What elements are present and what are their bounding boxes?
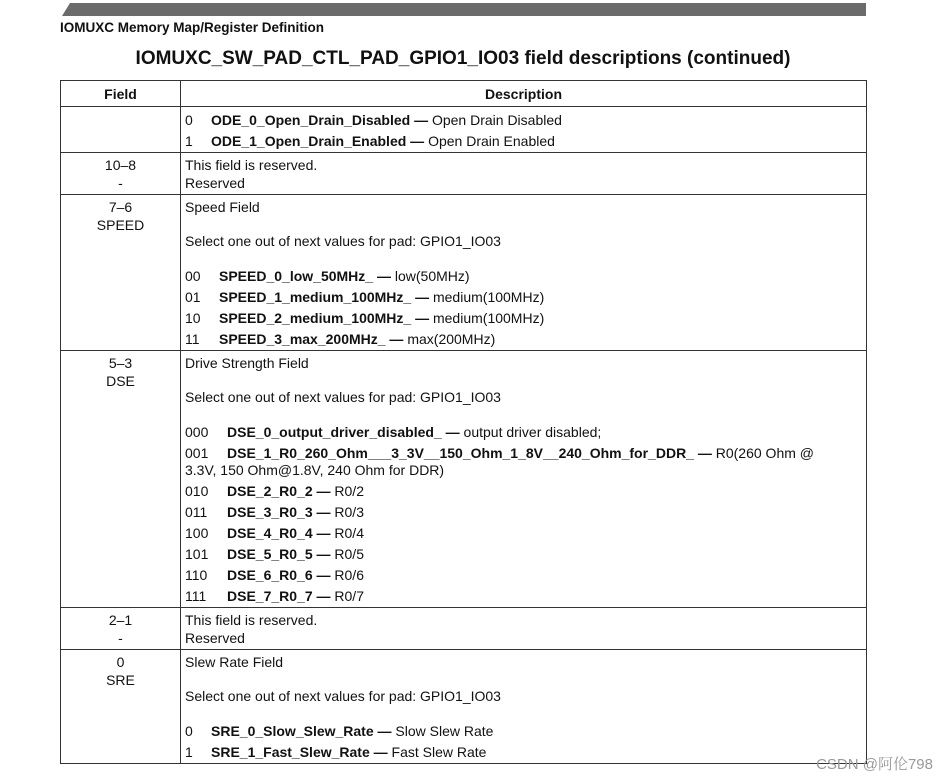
field-text: 0 [116,654,125,670]
option-desc: max(200MHz) [407,331,496,347]
option-code: 000 [185,424,209,440]
description-text: Speed Field [185,199,260,215]
description-cell [181,608,867,650]
value-option [185,131,866,152]
option-desc: Fast Slew Rate [391,744,487,760]
dash: — [693,445,716,461]
header-bar [62,3,866,16]
dash: — [410,112,432,128]
option-name: DSE_5_R0_5 [227,546,313,562]
field-text: SPEED [96,217,145,233]
field-descriptions-table [60,80,867,764]
table-row [61,351,867,608]
value-option [185,329,866,350]
dash: — [369,744,392,760]
value-option [185,721,866,742]
option-code: 1 [185,133,193,149]
option-code: 11 [185,331,200,347]
option-name: SRE_0_Slow_Slew_Rate [211,723,374,739]
description-text: This field is reserved. [185,157,318,173]
description-text: Select one out of next values for pad: GPIO1_IO03 [185,233,501,249]
description-text: Reserved [185,630,245,646]
field-text: - [118,175,123,191]
description-cell [181,153,867,195]
dash: — [312,525,335,541]
value-option [185,502,866,523]
dash: — [411,310,433,326]
column-header-description: Description [181,81,867,107]
dash: — [373,723,396,739]
option-code: 101 [185,546,209,562]
description-cell [181,351,867,608]
table-row [61,107,867,153]
option-desc: medium(100MHz) [432,289,545,305]
option-desc: R0/5 [334,546,364,562]
value-option [185,287,866,308]
field-cell [61,153,181,195]
option-desc: Open Drain Disabled [431,112,562,128]
value-option [185,422,866,443]
option-code: 01 [185,289,201,305]
option-name: SPEED_0_low_50MHz_ [219,268,374,284]
description-text: Select one out of next values for pad: GPIO1_IO03 [185,389,501,405]
description-cell [181,650,867,764]
value-option [185,742,866,763]
field-cell [61,107,181,153]
field-cell [61,195,181,351]
option-desc: R0(260 Ohm @ [715,445,814,461]
option-name: ODE_1_Open_Drain_Enabled [211,133,407,149]
option-name: ODE_0_Open_Drain_Disabled [211,112,411,128]
dash: — [373,268,395,284]
description-text: Drive Strength Field [185,355,309,371]
value-option [185,308,866,329]
option-desc: R0/7 [334,588,364,604]
description-text: Slew Rate Field [185,654,284,670]
value-option [185,523,866,544]
option-code: 110 [185,567,208,583]
table-title: IOMUXC_SW_PAD_CTL_PAD_GPIO1_IO03 field descriptions (continued) [135,48,791,69]
field-text: - [118,630,123,646]
value-option [185,110,866,131]
field-text: 2–1 [108,612,133,628]
field-text: 10–8 [104,157,137,173]
table-row [61,153,867,195]
option-code: 010 [185,483,209,499]
option-desc: R0/4 [334,525,364,541]
column-header-field: Field [61,81,181,107]
option-desc: R0/6 [334,567,364,583]
field-cell [61,608,181,650]
dash: — [312,483,335,499]
option-code: 0 [185,723,193,739]
option-desc: R0/3 [334,504,364,520]
value-option [185,481,866,502]
option-desc: low(50MHz) [394,268,470,284]
dash: — [385,331,408,347]
option-name: SPEED_2_medium_100MHz_ [219,310,412,326]
dash: — [312,546,335,562]
table-row [61,195,867,351]
option-name: DSE_7_R0_7 [227,588,313,604]
value-option [185,586,866,607]
option-name: DSE_0_output_driver_disabled_ [227,424,442,440]
option-code: 001 [185,445,209,461]
field-text: 5–3 [108,355,133,371]
description-text: This field is reserved. [185,612,318,628]
field-cell [61,650,181,764]
option-name: SPEED_1_medium_100MHz_ [219,289,412,305]
option-code: 00 [185,268,201,284]
option-desc: Slow Slew Rate [395,723,494,739]
option-code: 100 [185,525,209,541]
field-cell [61,351,181,608]
option-code: 10 [185,310,201,326]
value-option [185,266,866,287]
option-desc: R0/2 [334,483,364,499]
description-text: Select one out of next values for pad: GPIO1_IO03 [185,688,501,704]
option-desc-continued: 3.3V, 150 Ohm@1.8V, 240 Ohm for DDR) [185,462,445,478]
value-option [185,565,866,586]
option-desc: output driver disabled; [463,424,602,440]
option-name: DSE_1_R0_260_Ohm___3_3V__150_Ohm_1_8V__240_Ohm_for_DDR_ [227,445,694,461]
option-code: 1 [185,744,193,760]
dash: — [312,504,335,520]
section-heading: IOMUXC Memory Map/Register Definition [60,20,325,35]
description-text: Reserved [185,175,245,191]
option-code: 0 [185,112,193,128]
option-name: DSE_3_R0_3 [227,504,313,520]
option-desc: medium(100MHz) [432,310,545,326]
watermark: CSDN @阿伦798 [816,756,933,773]
option-name: SPEED_3_max_200MHz_ [219,331,386,347]
dash: — [406,133,429,149]
description-cell [181,107,867,153]
description-cell [181,195,867,351]
dash: — [312,567,335,583]
dash: — [411,289,433,305]
field-text: DSE [106,373,135,389]
value-option [185,544,866,565]
option-name: SRE_1_Fast_Slew_Rate [211,744,370,760]
dash: — [441,424,464,440]
option-name: DSE_2_R0_2 [227,483,313,499]
option-name: DSE_4_R0_4 [227,525,313,541]
field-text: SRE [106,672,135,688]
dash: — [312,588,335,604]
table-row [61,608,867,650]
option-desc: Open Drain Enabled [428,133,555,149]
table-row [61,650,867,764]
field-text: 7–6 [108,199,133,215]
option-name: DSE_6_R0_6 [227,567,313,583]
option-code: 111 [185,588,207,604]
option-code: 011 [185,504,208,520]
